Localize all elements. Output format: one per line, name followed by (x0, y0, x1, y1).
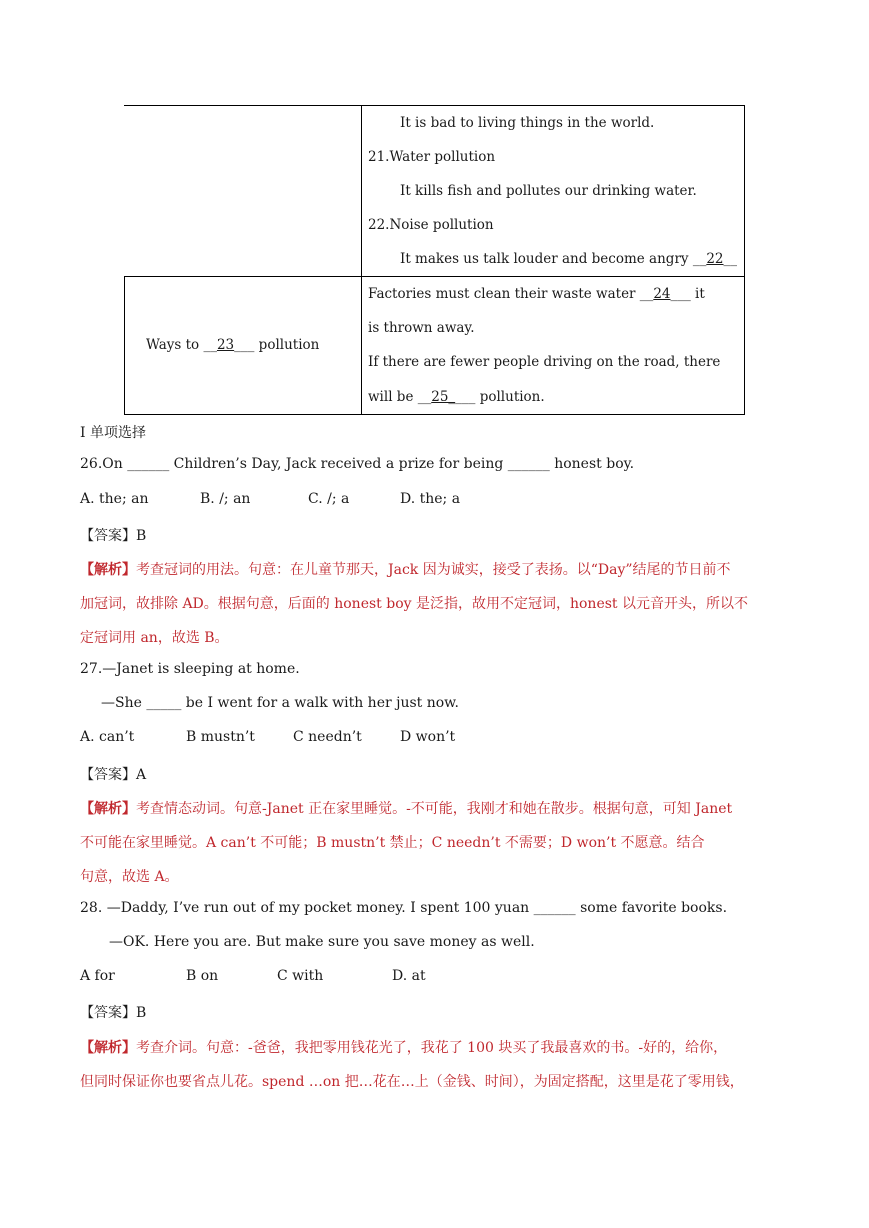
table-border-left (124, 276, 125, 415)
text: Factories must clean their waste water __ (368, 286, 654, 302)
table-row1-line5 (400, 251, 737, 267)
blank-25: 25_ (431, 389, 456, 405)
q27-answer: 【答案】A (80, 767, 147, 783)
text: Ways to __ (146, 337, 217, 353)
q27-line1: 27.—Janet is sleeping at home. (80, 661, 300, 677)
table-row2-line4 (368, 389, 545, 405)
q28-option-c: C with (277, 968, 324, 984)
q28-analysis-line2: 但同时保证你也要省点儿花。spend …on 把…花在…上（金钱、时间），为固定搭配，这里是花了零用钱， (80, 1074, 744, 1090)
q26-question: 26.On ______ Children’s Day, Jack received a prize for being ______ honest boy. (80, 456, 635, 472)
text: 考查介词。句意：-爸爸，我把零用钱花光了，我花了 100 块买了我最喜欢的书。-好的，给你， (136, 1040, 728, 1056)
table-row1-line3: It kills fish and pollutes our drinking water. (400, 183, 697, 199)
text: ___ pollution (234, 337, 320, 353)
q26-option-b: B. /; an (200, 491, 251, 507)
text: 考查冠词的用法。句意：在儿童节那天，Jack 因为诚实，接受了表扬。以“Day”结尾的节日前不 (136, 562, 731, 578)
q28-line2: —OK. Here you are. But make sure you save money as well. (109, 934, 535, 950)
analysis-label: 【解析】 (80, 562, 136, 578)
section-title: I 单项选择 (80, 425, 146, 441)
table-row2-line2: is thrown away. (368, 320, 475, 336)
blank-24: 24 (653, 286, 671, 302)
q26-option-a: A. the; an (80, 491, 149, 507)
q27-analysis-line3: 句意，故选 A。 (80, 869, 179, 885)
table-border-right (744, 105, 745, 415)
table-border-divider (361, 105, 362, 415)
table-row1-line2: 21.Water pollution (368, 149, 496, 165)
analysis-label: 【解析】 (80, 1040, 136, 1056)
q26-analysis-line2: 加冠词，故排除 AD。根据句意，后面的 honest boy 是泛指，故用不定冠词，honest 以元音开头，所以不 (80, 596, 748, 612)
q26-option-c: C. /; a (308, 491, 350, 507)
table-border-top (124, 105, 745, 106)
text: ___ pollution. (455, 389, 545, 405)
q28-analysis-line1 (80, 1037, 727, 1057)
text: It makes us talk louder and become angry __ (400, 251, 707, 267)
text: will be __ (368, 389, 432, 405)
q26-option-d: D. the; a (400, 491, 461, 507)
q26-analysis-line1 (80, 559, 731, 579)
q28-option-b: B on (186, 968, 219, 984)
table-border-bottom (124, 414, 745, 415)
table-row2-line1 (368, 286, 705, 302)
q27-option-b: B mustn’t (186, 729, 255, 745)
q26-answer: 【答案】B (80, 528, 147, 544)
q26-analysis-line3: 定冠词用 an，故选 B。 (80, 630, 229, 646)
text: __ (723, 251, 738, 267)
q27-option-d: D won’t (400, 729, 456, 745)
q27-analysis-line2: 不可能在家里睡觉。A can’t 不可能；B mustn’t 禁止；C needn’t 不需要；D won’t 不愿意。结合 (80, 835, 705, 851)
table-row1-line4: 22.Noise pollution (368, 217, 494, 233)
table-row2-left (146, 337, 319, 353)
q27-option-c: C needn’t (293, 729, 362, 745)
blank-22: 22 (706, 251, 724, 267)
q27-analysis-line1 (80, 798, 732, 818)
q27-line2: —She _____ be I went for a walk with her just now. (101, 695, 459, 711)
text: 考查情态动词。句意-Janet 正在家里睡觉。-不可能，我刚才和她在散步。根据句意，可知 Janet (136, 801, 733, 817)
q28-line1: 28. —Daddy, I’ve run out of my pocket money. I spent 100 yuan ______ some favorite books. (80, 900, 728, 916)
q28-answer: 【答案】B (80, 1005, 147, 1021)
table-border-middle (124, 276, 745, 277)
analysis-label: 【解析】 (80, 801, 136, 817)
table-row1-line1: It is bad to living things in the world. (400, 115, 655, 131)
q28-option-a: A for (80, 968, 115, 984)
text: ___ it (670, 286, 705, 302)
pollution-table (124, 105, 745, 415)
blank-23: 23 (216, 337, 235, 353)
table-row2-line3: If there are fewer people driving on the road, there (368, 354, 721, 370)
q28-option-d: D. at (392, 968, 426, 984)
q27-option-a: A. can’t (80, 729, 135, 745)
